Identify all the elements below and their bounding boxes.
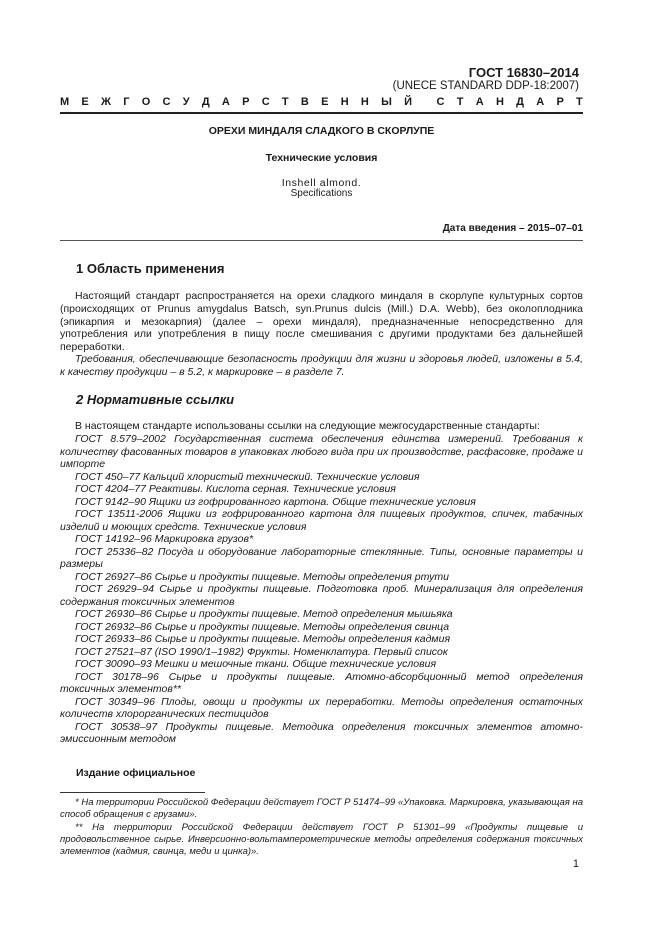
banner-letter: С bbox=[436, 96, 445, 108]
banner-letter: Ж bbox=[101, 96, 111, 108]
footnotes bbox=[60, 797, 583, 859]
english-subtitle: Specifications bbox=[290, 188, 353, 199]
banner-letter: У bbox=[182, 96, 190, 108]
reference-item: ГОСТ 30349–96 Плоды, овощи и продукты их переработки. Методы определения остаточных количеств хлорорганических пестицидов bbox=[60, 695, 583, 720]
banner-letter: С bbox=[162, 96, 171, 108]
banner-letter: Н bbox=[340, 96, 349, 108]
scope-paragraph: Настоящий стандарт распространяется на орехи сладкого миндаля в скорлупе культурных сортов (происходящих от Prunus amygdalus Batsch, syn.Prunus dulcis (Mill.) D.A. Webb), без околоплодника (эпикарпия и мезокарпия) (далее – орехи миндаля), предназначенные непосредственно для употребления или употребления в пищу после смешивания с другими продуктами без дальнейшей переработки. bbox=[60, 290, 583, 354]
reference-item: ГОСТ 25336–82 Посуда и оборудование лабораторные стеклянные. Типы, основные параметры и размеры bbox=[60, 545, 583, 570]
banner-letter: Й bbox=[404, 96, 413, 108]
reference-item: ГОСТ 30538–97 Продукты пищевые. Методика определения токсичных элементов атомно-эмиссионным методом bbox=[60, 720, 583, 745]
banner-letter: Е bbox=[81, 96, 89, 108]
banner-letter: А bbox=[475, 96, 484, 108]
footnote-divider bbox=[60, 792, 205, 793]
banner-letter: Р bbox=[556, 96, 564, 108]
footnote: ** На территории Российской Федерации действует ГОСТ Р 51301–99 «Продукты пищевые и продовольственное сырье. Инверсионно-вольтамперометрические методы определения содержания токсичных элементов (кадмия, свинца, меди и цинка)». bbox=[60, 822, 583, 857]
divider bbox=[60, 240, 583, 241]
banner-letter: Ы bbox=[381, 96, 392, 108]
reference-item: ГОСТ 26927–86 Сырье и продукты пищевые. Методы определения ртути bbox=[75, 570, 450, 583]
reference-item: ГОСТ 14192–96 Маркировка грузов* bbox=[75, 533, 254, 545]
standard-alt-designation: (UNECE STANDARD DDP-18:2007) bbox=[392, 80, 579, 92]
page-number: 1 bbox=[572, 858, 579, 870]
banner-letter: А bbox=[536, 96, 545, 108]
reference-item: ГОСТ 8.579–2002 Государственная система обеспечения единства измерений. Требования к количеству фасованных товаров в упаковках любого вида при их производстве, расфасовке, продаже и импорте bbox=[60, 433, 583, 470]
banner-letter: Н bbox=[495, 96, 504, 108]
banner-letter: Г bbox=[123, 96, 130, 108]
banner-letter: А bbox=[221, 96, 230, 108]
banner-letter: О bbox=[141, 96, 151, 108]
document-title: ОРЕХИ МИНДАЛЯ СЛАДКОГО В СКОРЛУПЕ bbox=[208, 125, 435, 137]
banner-letter: С bbox=[261, 96, 270, 108]
section-heading-scope: 1 Область применения bbox=[76, 261, 225, 276]
english-title: Inshell almond. bbox=[281, 177, 362, 189]
reference-item: ГОСТ 26932–86 Сырье и продукты пищевые. Методы определения свинца bbox=[75, 620, 450, 633]
reference-item: ГОСТ 30178–96 Сырье и продукты пищевые. Атомно-абсорбционный метод определения токсичных элементов** bbox=[60, 670, 583, 695]
banner-letter: Т bbox=[456, 96, 464, 108]
references-list bbox=[60, 433, 583, 746]
banner-letter: Т bbox=[281, 96, 289, 108]
banner-letter: Р bbox=[242, 96, 250, 108]
section-heading-references: 2 Нормативные ссылки bbox=[76, 392, 235, 407]
interstate-standard-banner bbox=[60, 96, 583, 114]
reference-item: ГОСТ 450–77 Кальций хлористый технический. Технические условия bbox=[75, 470, 420, 483]
banner-letter: Д bbox=[516, 96, 524, 108]
banner-letter: Д bbox=[201, 96, 210, 108]
banner-letter: Н bbox=[360, 96, 369, 108]
banner-letter: Е bbox=[321, 96, 329, 108]
reference-item: ГОСТ 4204–77 Реактивы. Кислота серная. Технические условия bbox=[75, 483, 396, 495]
references-intro: В настоящем стандарте использованы ссылки на следующие межгосударственные стандарты: bbox=[75, 420, 540, 432]
reference-item: ГОСТ 26930–86 Сырье и продукты пищевые. Метод определения мышьяка bbox=[75, 608, 453, 620]
footnote: * На территории Российской Федерации действует ГОСТ Р 51474–99 «Упаковка. Маркировка, указывающая на способ обращения с грузами». bbox=[60, 797, 584, 820]
standard-number: ГОСТ 16830–2014 bbox=[468, 65, 579, 80]
banner-letter: В bbox=[300, 96, 309, 108]
reference-item: ГОСТ 9142–90 Ящики из гофрированного картона. Общие технические условия bbox=[75, 495, 476, 508]
introduction-date: Дата введения – 2015–07–01 bbox=[442, 223, 583, 234]
reference-item: ГОСТ 26933–86 Сырье и продукты пищевые. Методы определения кадмия bbox=[75, 633, 451, 645]
banner-letter: М bbox=[60, 96, 70, 108]
reference-item: ГОСТ 30090–93 Мешки и мешочные ткани. Общие технические условия bbox=[75, 658, 437, 670]
scope-requirements-paragraph: Требования, обеспечивающие безопасность продукции для жизни и здоровья людей, изложены в 5.4, к качеству продукции – в 5.2, к маркировке – в разделе 7. bbox=[60, 353, 583, 378]
official-edition-label: Издание официальное bbox=[76, 767, 196, 779]
reference-item: ГОСТ 27521–87 (ISO 1990/1–1982) Фрукты. Номенклатура. Первый список bbox=[75, 645, 448, 658]
reference-item: ГОСТ 13511-2006 Ящики из гофрированного картона для пищевых продуктов, спичек, табачных изделий и моющих средств. Технические условия bbox=[60, 508, 583, 533]
banner-letter: Т bbox=[576, 96, 583, 108]
reference-item: ГОСТ 26929–94 Сырье и продукты пищевые. Подготовка проб. Минерализация для определения содержания токсичных элементов bbox=[60, 583, 583, 608]
document-subtitle: Технические условия bbox=[265, 152, 378, 164]
